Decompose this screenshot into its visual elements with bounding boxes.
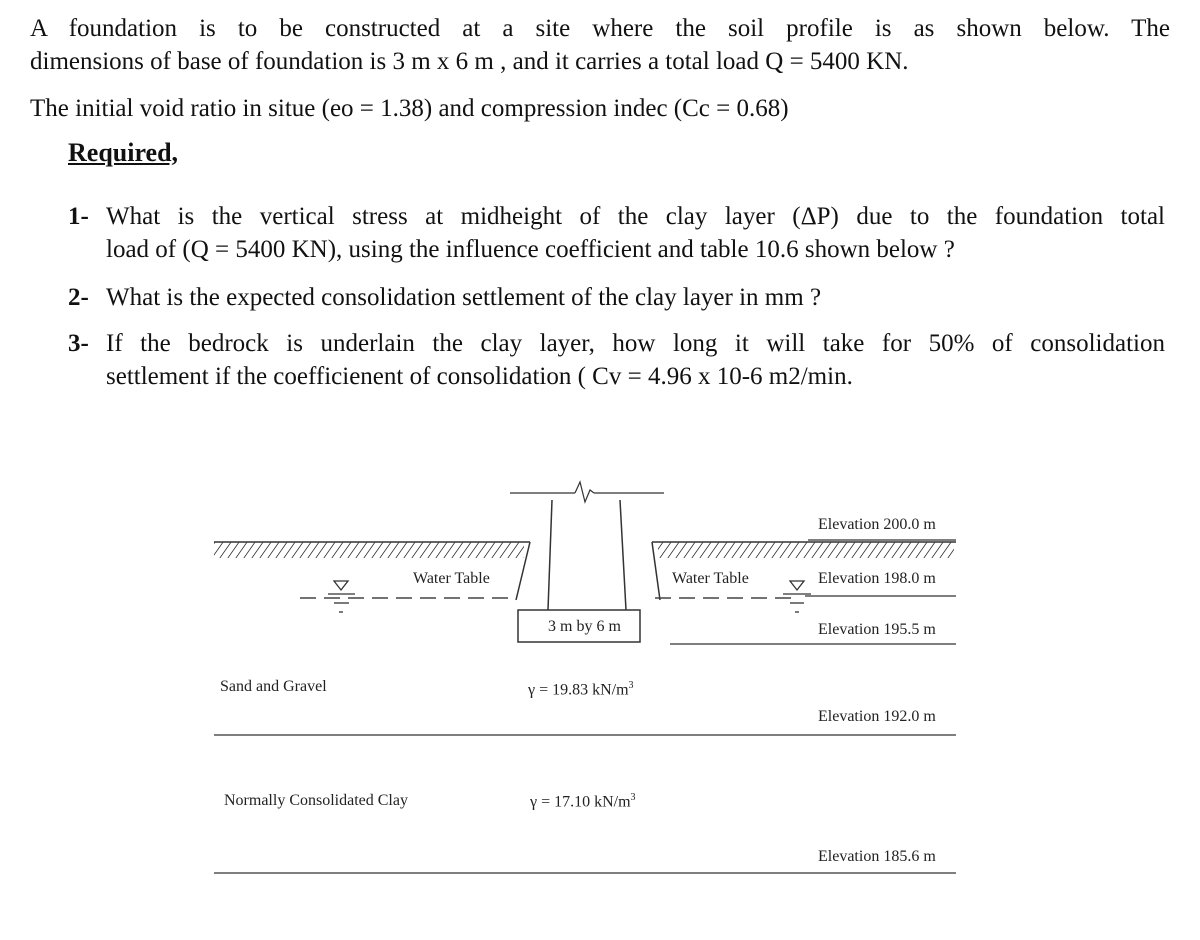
water-table-icon-right: [790, 581, 804, 590]
column-left-edge: [548, 500, 552, 610]
intro-line-2: dimensions of base of foundation is 3 m x 6 m , and it carries a total load Q = 5400 KN.: [30, 48, 909, 75]
question-3: [68, 327, 1165, 393]
sand-gravel-label: Sand and Gravel: [220, 678, 327, 695]
ground-hatch-left: [214, 542, 524, 558]
question-1-line-2: load of (Q = 5400 KN), using the influence coefficient and table 10.6 shown below ?: [106, 236, 955, 263]
question-3-line-1: If the bedrock is underlain the clay layer, how long it will take for 50% of consolidation: [106, 330, 1165, 357]
clay-unit-weight: γ = 17.10 $kN/m^3$: [530, 792, 636, 811]
water-table-label-left: Water Table: [413, 570, 490, 587]
question-1: [68, 200, 1165, 266]
soil-profile-diagram: [200, 460, 980, 900]
elevation-198-label: Elevation 198.0 m: [818, 570, 936, 587]
break-symbol: [575, 482, 594, 502]
elevation-200-label: Elevation 200.0 m: [818, 516, 936, 533]
question-3-line-2: settlement if the coefficienent of consolidation ( Cv = 4.96 x 10-6 m2/min.: [106, 363, 853, 390]
column-right-edge: [620, 500, 626, 610]
clay-label: Normally Consolidated Clay: [224, 792, 408, 809]
question-1-number: 1-: [68, 203, 89, 230]
elevation-192-label: Elevation 192.0 m: [818, 708, 936, 725]
question-2: [68, 281, 1165, 314]
question-3-number: 3-: [68, 330, 89, 357]
footing-label: 3 m by 6 m: [548, 618, 621, 635]
water-table-icon-left: [334, 581, 348, 590]
sand-unit-weight: γ = 19.83 $kN/m^3$: [528, 680, 634, 699]
elevation-185-label: Elevation 185.6 m: [818, 848, 936, 865]
ground-hatch-right: [658, 542, 954, 558]
question-2-line-1: What is the expected consolidation settlement of the clay layer in mm ?: [106, 284, 822, 311]
question-1-line-1: What is the vertical stress at midheight of the clay layer (ΔP) due to the foundation total: [106, 203, 1165, 230]
water-table-label-right: Water Table: [672, 570, 749, 587]
question-2-number: 2-: [68, 284, 89, 311]
required-heading: Required,: [68, 138, 179, 167]
intro-line-3: The initial void ratio in situe (eo = 1.38) and compression indec (Cc = 0.68): [30, 95, 789, 122]
intro-line-1: A foundation is to be constructed at a site where the soil profile is as shown below. The: [30, 15, 1170, 42]
elevation-195-label: Elevation 195.5 m: [818, 621, 936, 638]
